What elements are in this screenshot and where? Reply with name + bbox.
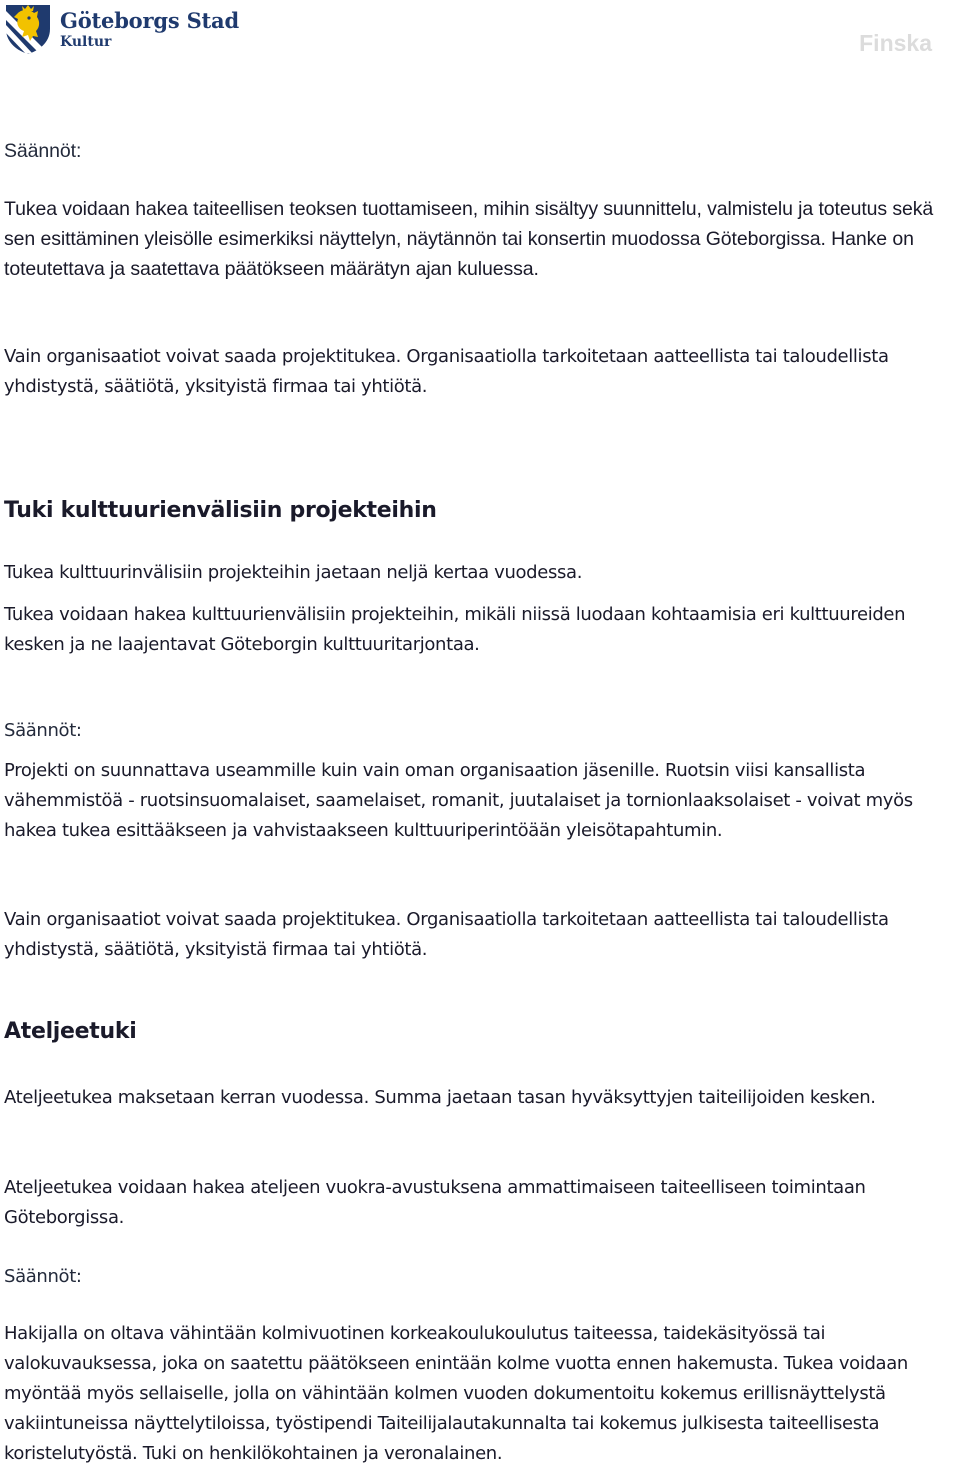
intercultural-description: Tukea voidaan hakea kulttuurienvälisiin projekteihin, mikäli niissä luodaan kohtaamisia eri kulttuureiden kesken ja ne laajentavat Göteborgin kulttuuritarjontaa. <box>4 604 906 655</box>
rules-paragraph: Projekti on suunnattava useammille kuin vain oman organisaation jäsenille. Ruotsin viisi kansallista vähemmistöä - ruotsinsuomalaiset, saamelaiset, romanit, juutalaiset ja tornionlaaksolaiset - voivat myös hakea tukea esittääkseen ja vahvistaakseen kulttuuriperintöään yleisötapahtumin. <box>4 760 913 841</box>
rules-label: Säännöt: <box>4 1266 82 1287</box>
rules-paragraph: Tukea voidaan hakea taiteellisen teoksen tuottamiseen, mihin sisältyy suunnittelu, valmistelu ja toteutus sekä sen esittäminen yleisölle esimerkiksi näyttelyn, näytännön tai konsertin muodossa Göteborgissa. Hanke on toteutettava ja saatettava päätökseen määrätyn ajan kuluessa. <box>4 198 934 280</box>
language-label: Finska <box>859 30 932 56</box>
city-coat-of-arms-icon <box>4 3 52 55</box>
studio-intro: Ateljeetukea maksetaan kerran vuodessa. Summa jaetaan tasan hyväksyttyjen taiteilijoiden kesken. <box>4 1087 876 1108</box>
section-heading-intercultural: Tuki kulttuurienvälisiin projekteihin <box>4 498 437 523</box>
logo-wordmark <box>60 7 239 50</box>
rules-label: Säännöt: <box>4 140 82 162</box>
rules-label: Säännöt: <box>4 720 82 741</box>
studio-description: Ateljeetukea voidaan hakea ateljeen vuokra-avustuksena ammattimaiseen taiteelliseen toimintaan Göteborgissa. <box>4 1177 866 1228</box>
rules-paragraph: Hakijalla on oltava vähintään kolmivuotinen korkeakoulukoulutus taiteessa, taidekäsityössä tai valokuvauksessa, joka on saatettu päätökseen enintään kolme vuotta ennen hakemusta. Tukea voidaan myöntää myös sellaiselle, jolla on vähintään kolmen vuoden dokumentoitu kokemus erillisnäyttelystä vakiintuneissa näyttelytiloissa, työstipendi Taiteilijalautakunnalta tai kokemus julkisesta taiteellisesta koristelutyöstä. Tuki on henkilökohtainen ja veronalainen. <box>4 1323 908 1464</box>
organisation-paragraph: Vain organisaatiot voivat saada projektitukea. Organisaatiolla tarkoitetaan aatteellista tai taloudellista yhdistystä, säätiötä, yksityistä firmaa tai yhtiötä. <box>4 909 889 960</box>
goteborgs-stad-logo <box>4 2 239 56</box>
logo-subtitle: Kultur <box>60 33 112 50</box>
logo-title: Göteborgs Stad <box>60 7 239 33</box>
section-heading-studio: Ateljeetuki <box>4 1019 137 1044</box>
page-header <box>0 0 960 60</box>
intercultural-intro: Tukea kulttuurinvälisiin projekteihin jaetaan neljä kertaa vuodessa. <box>4 562 583 583</box>
organisation-paragraph: Vain organisaatiot voivat saada projektitukea. Organisaatiolla tarkoitetaan aatteellista tai taloudellista yhdistystä, säätiötä, yksityistä firmaa tai yhtiötä. <box>4 346 889 397</box>
